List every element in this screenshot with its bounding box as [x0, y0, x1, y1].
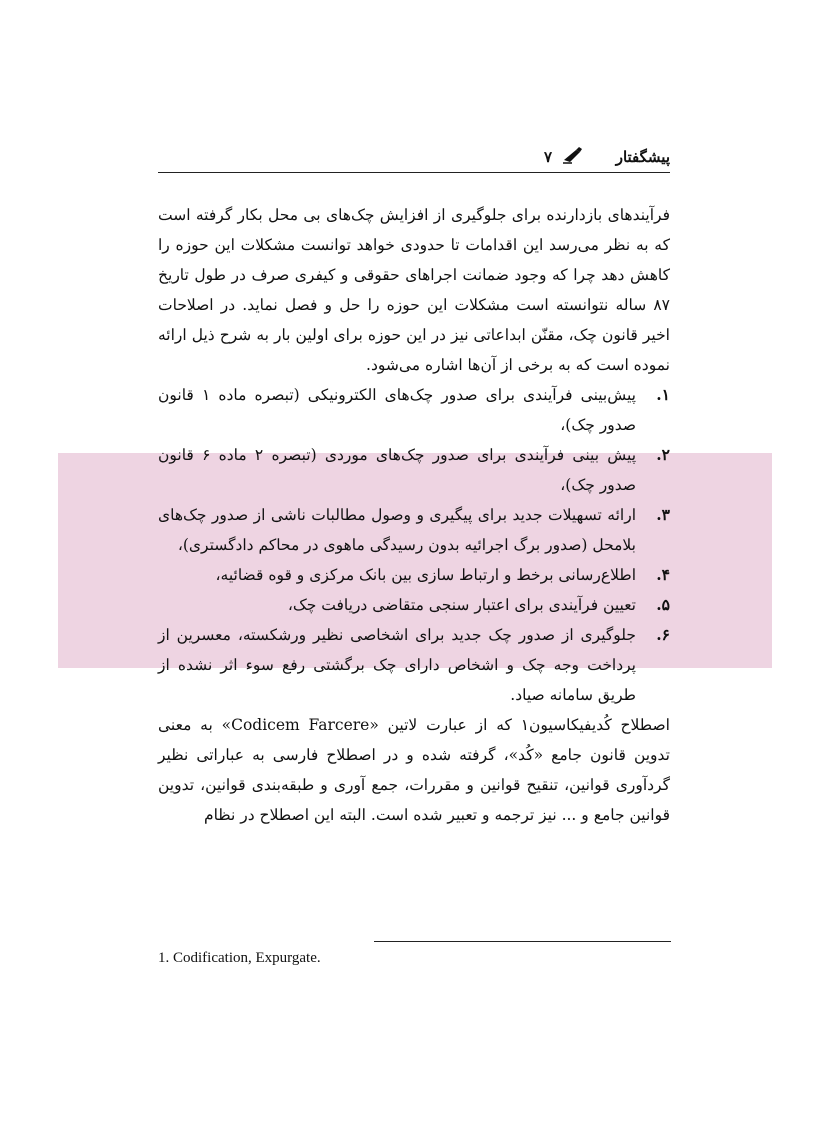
- codification-paragraph: اصطلاح کُدیفیکاسیون۱ که از عبارت لاتین «Codicem Farcere» به معنی تدوین قانون جامع «کُد»، گرفته شده و در اصطلاح فارسی به عباراتی نظیر گردآوری قوانین، تنقیح قوانین و مقررات، جمع آوری و طبقه‌بندی قوانین، تدوین قوانین جامع و ... نیز ترجمه و تعبیر شده است. البته این اصطلاح در نظام: [158, 716, 670, 824]
- list-item-number: ۶.: [656, 625, 670, 644]
- intro-paragraph: فرآیندهای بازدارنده برای جلوگیری از افزایش چک‌های بی محل بکار گرفته است که به نظر می‌رسد این اقدامات تا حدودی خواهد توانست مشکلات این حوزه را کاهش دهد چرا که وجود ضمانت اجراهای حقوقی و کیفری صرف در طول تاریخ ۸۷ ساله نتوانسته است مشکلات این حوزه را حل و فصل نماید. در اصلاحات اخیر قانون چک، مقنّن ابداعاتی نیز در این حوزه برای اولین بار به شرح ذیل ارائه نموده است که به برخی از آن‌ها اشاره می‌شود.: [158, 206, 670, 374]
- list-item: [158, 560, 670, 590]
- list-item: [158, 620, 670, 710]
- list-item-text: پیش‌بینی فرآیندی برای صدور چک‌های الکترونیکی (تبصره ماده ۱ قانون صدور چک)،: [158, 386, 636, 434]
- page-body: [158, 200, 670, 830]
- list-item-text: اطلاع‌رسانی برخط و ارتباط سازی بین بانک مرکزی و قوه قضائیه،: [215, 566, 636, 584]
- innovations-list: [158, 380, 670, 710]
- list-item: [158, 500, 670, 560]
- list-item-number: ۲.: [656, 445, 670, 464]
- list-item-number: ۴.: [656, 565, 670, 584]
- list-item: [158, 380, 670, 440]
- list-item-text: پیش بینی فرآیندی برای صدور چک‌های موردی (تبصره ۲ ماده ۶ قانون صدور چک)،: [158, 446, 637, 494]
- footnote: 1. Codification, Expurgate.: [158, 950, 321, 966]
- list-item: [158, 590, 670, 620]
- list-item-text: ارائه تسهیلات جدید برای پیگیری و وصول مطالبات ناشی از صدور چک‌های بلامحل (صدور برگ اجرائیه بدون رسیدگی ماهوی در محاکم دادگستری)،: [158, 506, 636, 554]
- list-item-text: تعیین فرآیندی برای اعتبار سنجی متقاضی دریافت چک،: [287, 596, 636, 614]
- list-item-text: جلوگیری از صدور چک جدید برای اشخاصی نظیر ورشکسته، معسرین از پرداخت وجه چک و اشخاص دارای چک برگشتی رفع سوء اثر نشده از طریق سامانه صیاد.: [158, 626, 636, 704]
- list-item: [158, 440, 670, 500]
- list-item-number: ۵.: [656, 595, 670, 614]
- chapter-title: پیشگفتار: [615, 148, 670, 166]
- list-item-number: ۱.: [656, 385, 670, 404]
- footnote-divider: [374, 941, 671, 942]
- page-header: [158, 138, 670, 173]
- page-number: ۷: [543, 148, 552, 166]
- pen-hand-icon: [562, 146, 584, 164]
- list-item-number: ۳.: [656, 505, 670, 524]
